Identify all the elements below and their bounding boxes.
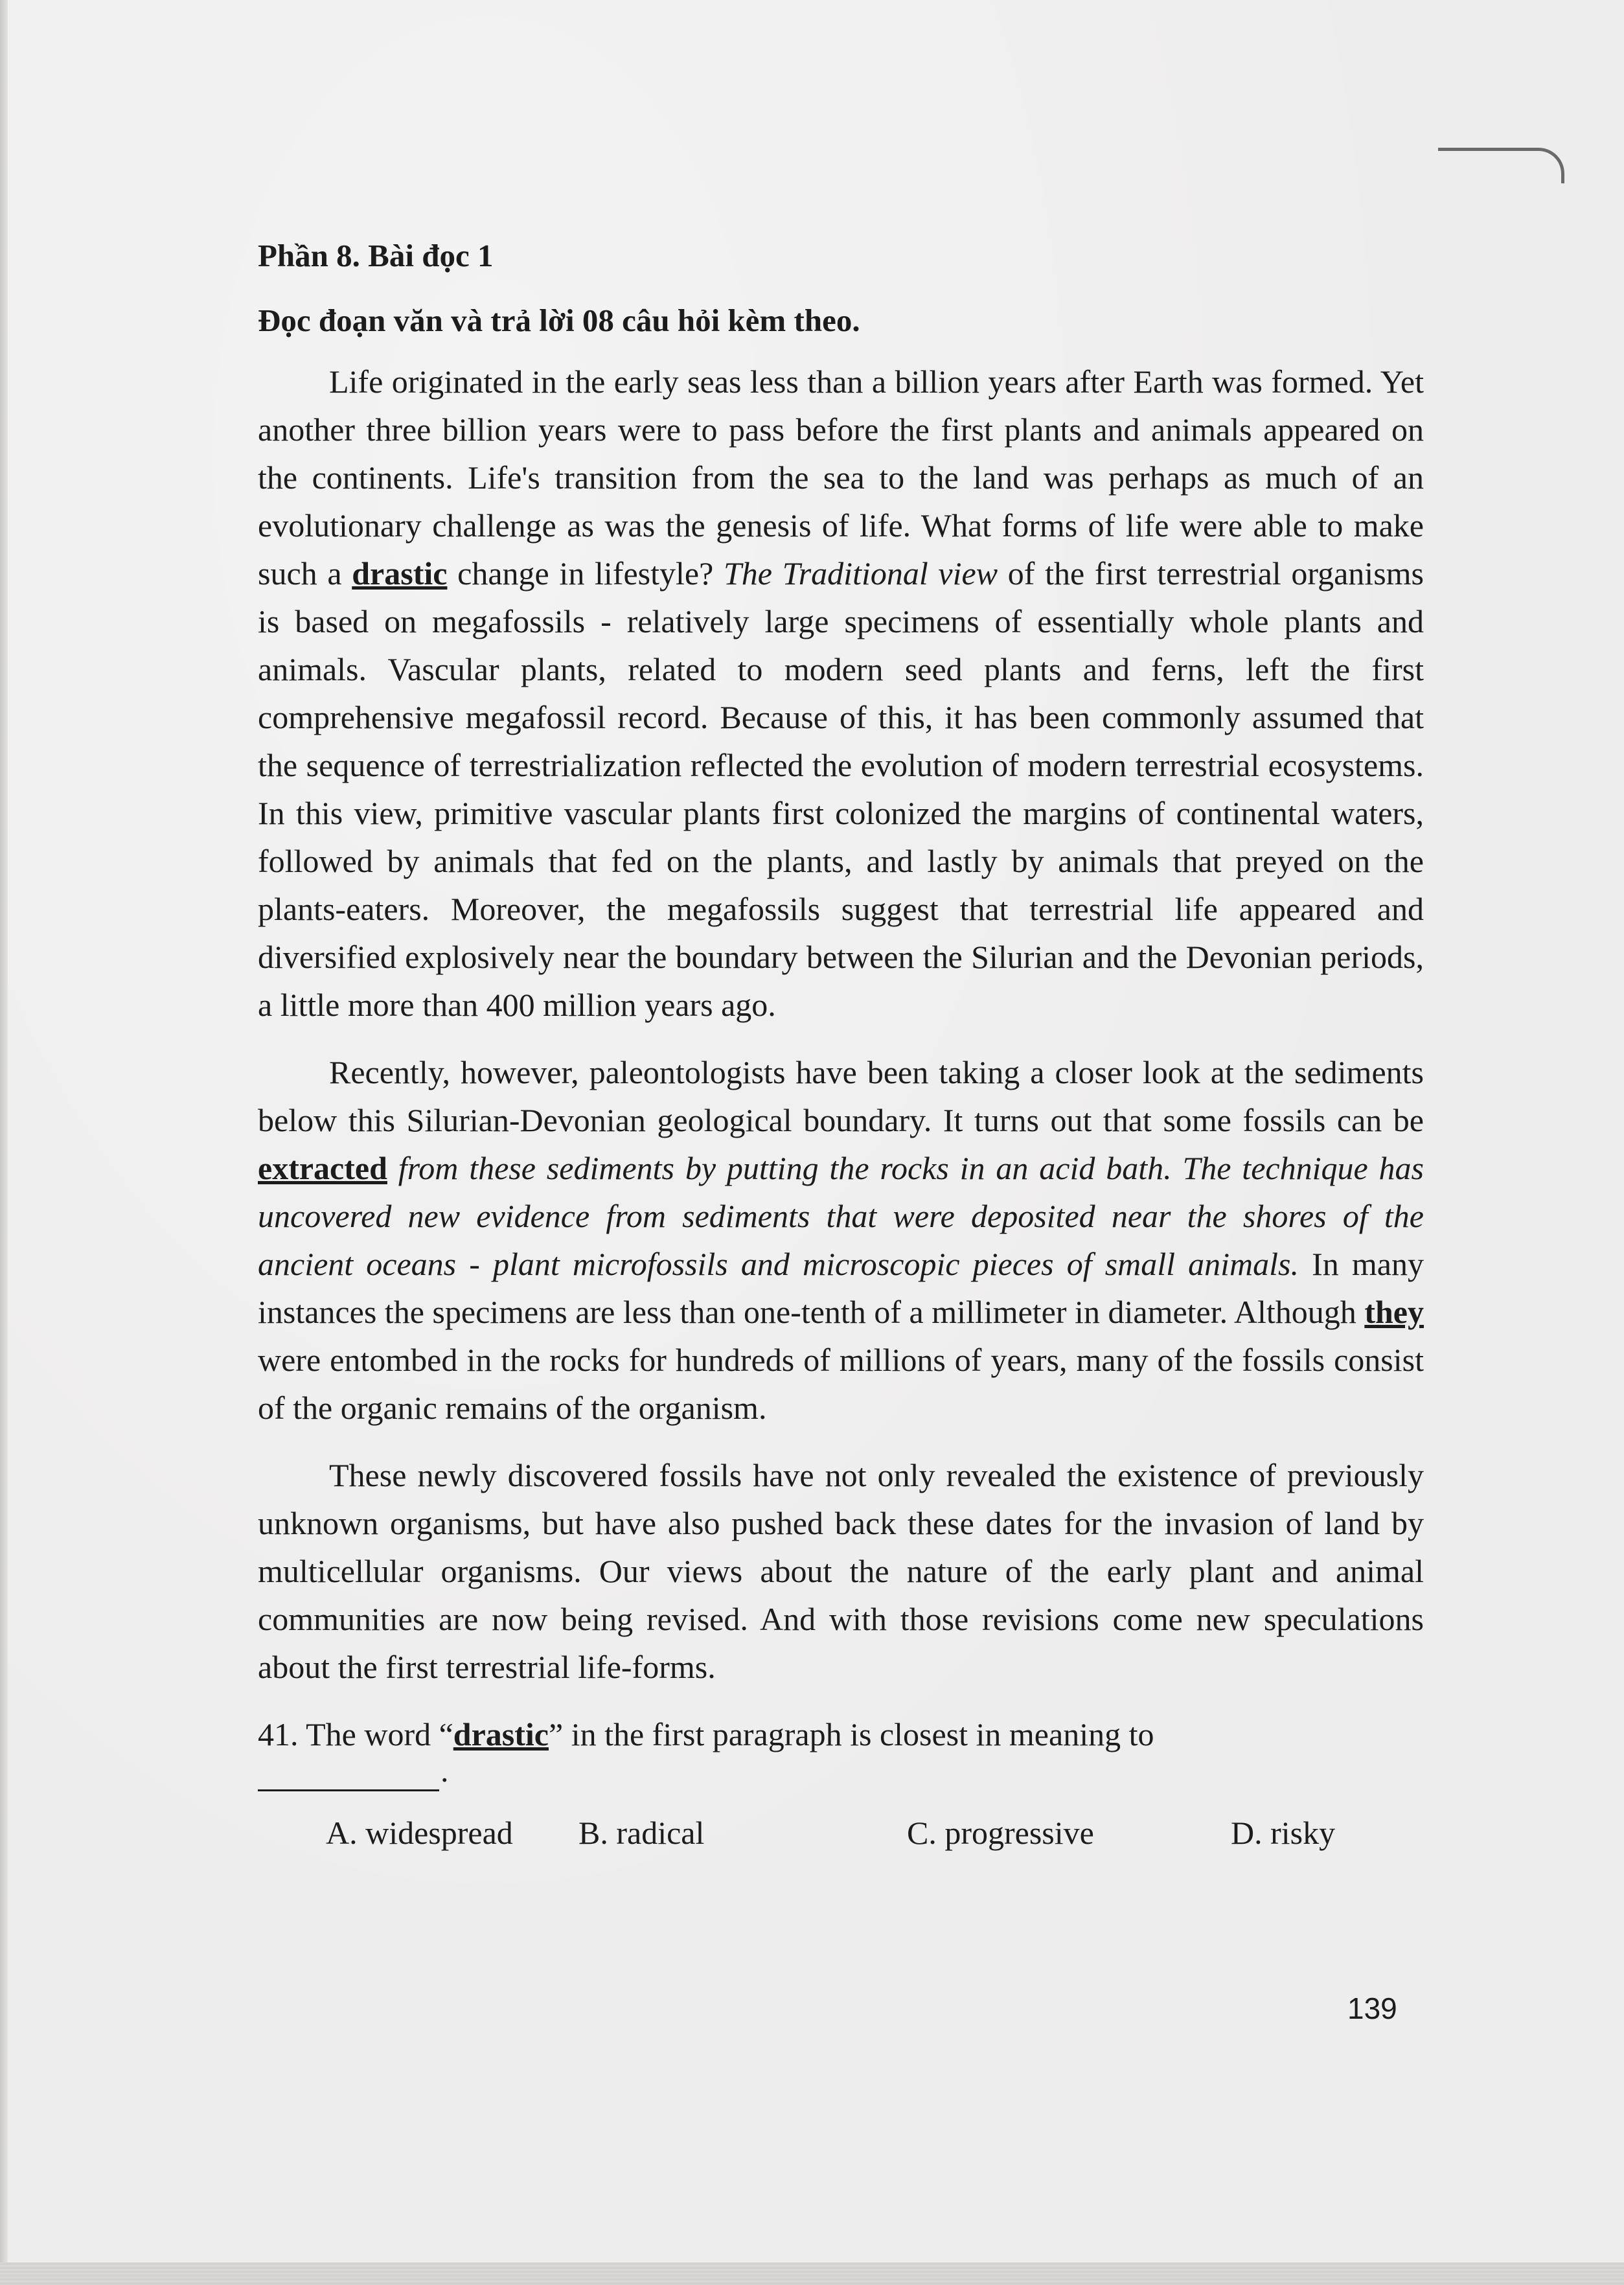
- p1-text-b: change in lifestyle?: [447, 555, 724, 591]
- question-text-a: The word “: [298, 1716, 453, 1752]
- option-c[interactable]: C. progressive: [907, 1815, 1094, 1851]
- p2-text-c: were entombed in the rocks for hundreds of millions of years, many of the fossils consist of the organic remains of the organism.: [258, 1342, 1424, 1426]
- page-bottom-edge: [0, 2262, 1624, 2285]
- passage-paragraph-1: [258, 358, 1424, 1029]
- option-b[interactable]: B. radical: [578, 1815, 705, 1851]
- p1-text-c: of the first terrestrial organisms is based on megafossils - relatively large specimens of essentially whole plants and animals. Vascular plants, related to modern seed plants and ferns, left the first comprehensive megafossil record. Because of this, it has been commonly assumed that the sequence of terrestrialization reflected the evolution of modern terrestrial ecosystems. In this view, primitive vascular plants first colonized the margins of continental waters, followed by animals that fed on the plants, and lastly by animals that preyed on the plants-eaters. Moreover, the megafossils suggest that terrestrial life appeared and diversified explosively near the boundary between the Silurian and the Devonian periods, a little more than 400 million years ago.: [258, 555, 1424, 1023]
- passage-paragraph-2: [258, 1048, 1424, 1432]
- word-they-underlined: they: [1364, 1294, 1424, 1330]
- word-drastic-underlined: drastic: [352, 555, 448, 591]
- question-41: [258, 1710, 1424, 1758]
- p2-text-a: Recently, however, paleontologists have been taking a closer look at the sediments below this Silurian-Devonian geological boundary. It turns out that some fossils can be: [258, 1054, 1424, 1138]
- page-number: 139: [1347, 1992, 1397, 2025]
- option-d[interactable]: D. risky: [1231, 1815, 1336, 1851]
- corner-bracket-mark: [1438, 148, 1564, 183]
- p2-text-b: In many instances the specimens are less than one-tenth of a millimeter in diameter. Although: [258, 1246, 1424, 1330]
- document-content: [258, 233, 1424, 1861]
- p1-italic-traditional-view: The Traditional view: [723, 555, 998, 591]
- answer-options: [258, 1809, 1424, 1861]
- answer-blank-line: [258, 1752, 1424, 1795]
- instruction-heading: Đọc đoạn văn và trả lời 08 câu hỏi kèm theo.: [258, 303, 860, 338]
- passage-paragraph-3: These newly discovered fossils have not only revealed the existence of previously unknown organisms, but have also pushed back these dates for the invasion of land by multicellular organisms. Our views about the nature of the early plant and animal communities are now being revised. And with those revisions come new speculations about the first terrestrial life-forms.: [258, 1457, 1424, 1685]
- question-text-b: ” in the first paragraph is closest in meaning to: [549, 1716, 1154, 1752]
- section-title: Phần 8. Bài đọc 1: [258, 238, 494, 273]
- word-extracted-underlined: extracted: [258, 1150, 387, 1186]
- p1-text-a: Life originated in the early seas less than a billion years after Earth was formed. Yet another three billion years were to pass before the first plants and animals appeared on the continents. Life's transition from the sea to the land was perhaps as much of an evolutionary challenge as was the genesis of life. What forms of life were able to make such a: [258, 363, 1424, 591]
- blank-end-mark: .: [440, 1752, 449, 1789]
- page-left-edge: [0, 0, 8, 2285]
- option-a[interactable]: A. widespread: [326, 1815, 513, 1851]
- question-keyword: drastic: [453, 1716, 549, 1752]
- p2-italic-acid-bath: from these sediments by putting the rocks in an acid bath. The technique has uncovered new evidence from sediments that were deposited near the shores of the ancient oceans - plant microfossils and microscopic pieces of small animals.: [258, 1150, 1424, 1282]
- question-number: 41.: [258, 1716, 299, 1752]
